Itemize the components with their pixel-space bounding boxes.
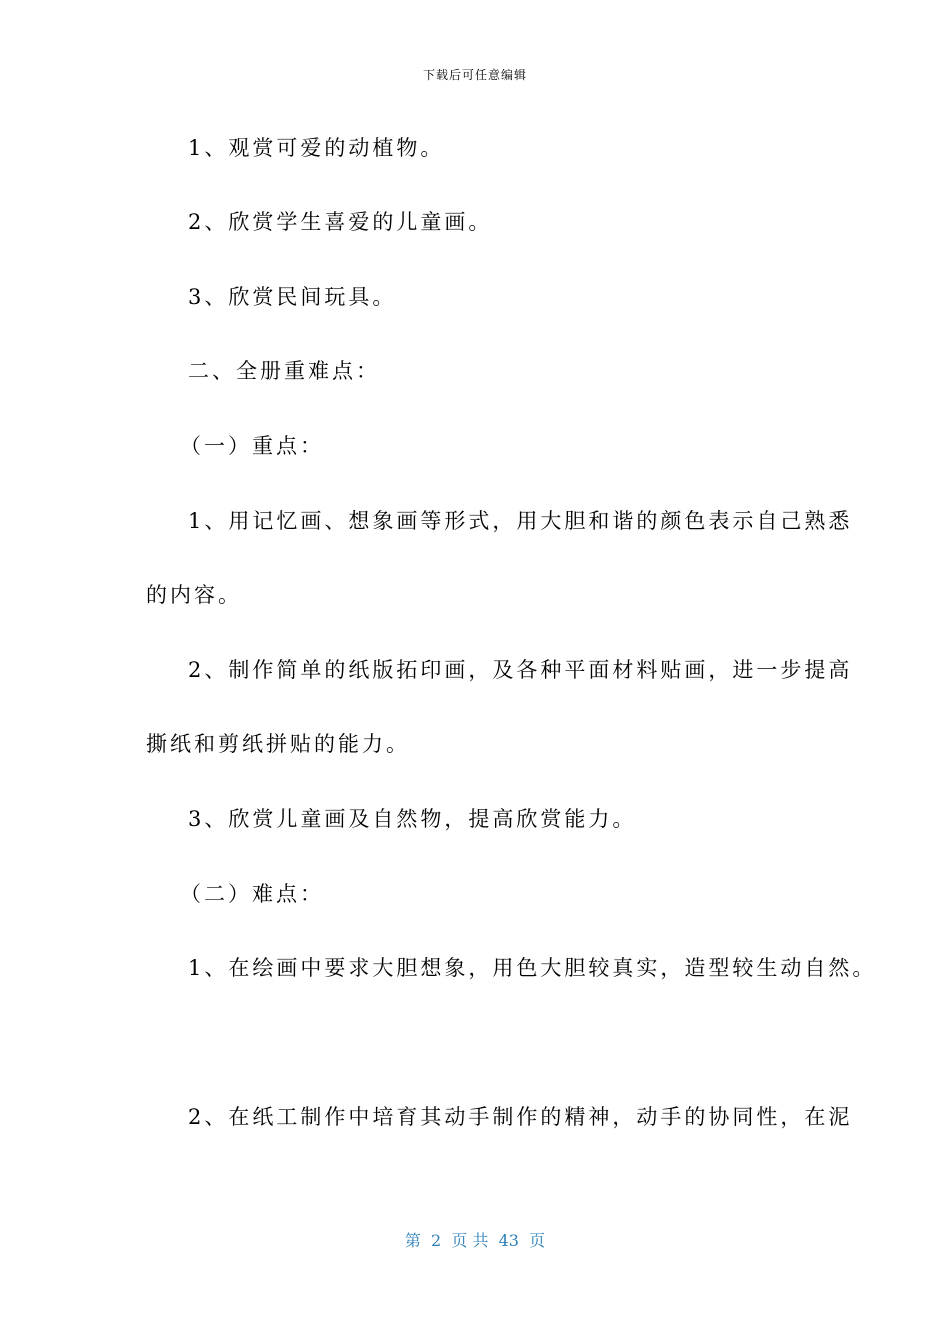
page-number-footer: 第 2 页 共 43 页 bbox=[404, 1231, 546, 1250]
list-item: 2、欣赏学生喜爱的儿童画。 bbox=[188, 210, 493, 234]
list-item: 1、观赏可爱的动植物。 bbox=[188, 136, 445, 160]
subsection-heading: （一）重点： bbox=[180, 434, 324, 458]
section-heading: 二、全册重难点： bbox=[188, 359, 380, 383]
list-item: 1、在绘画中要求大胆想象，用色大胆较真实，造型较生动自然。 bbox=[188, 956, 877, 980]
list-item-continuation: 撕纸和剪纸拼贴的能力。 bbox=[146, 732, 410, 756]
subsection-heading: （二）难点： bbox=[180, 882, 324, 906]
header-note: 下载后可任意编辑 bbox=[422, 68, 527, 82]
list-item: 3、欣赏民间玩具。 bbox=[188, 285, 397, 309]
list-item: 1、用记忆画、想象画等形式，用大胆和谐的颜色表示自己熟悉 bbox=[188, 509, 853, 533]
list-item: 2、在纸工制作中培育其动手制作的精神，动手的协同性，在泥 bbox=[188, 1105, 853, 1129]
list-item: 3、欣赏儿童画及自然物，提高欣赏能力。 bbox=[188, 807, 637, 831]
list-item: 2、制作简单的纸版拓印画，及各种平面材料贴画，进一步提高 bbox=[188, 658, 853, 682]
list-item-continuation: 的内容。 bbox=[146, 583, 242, 607]
